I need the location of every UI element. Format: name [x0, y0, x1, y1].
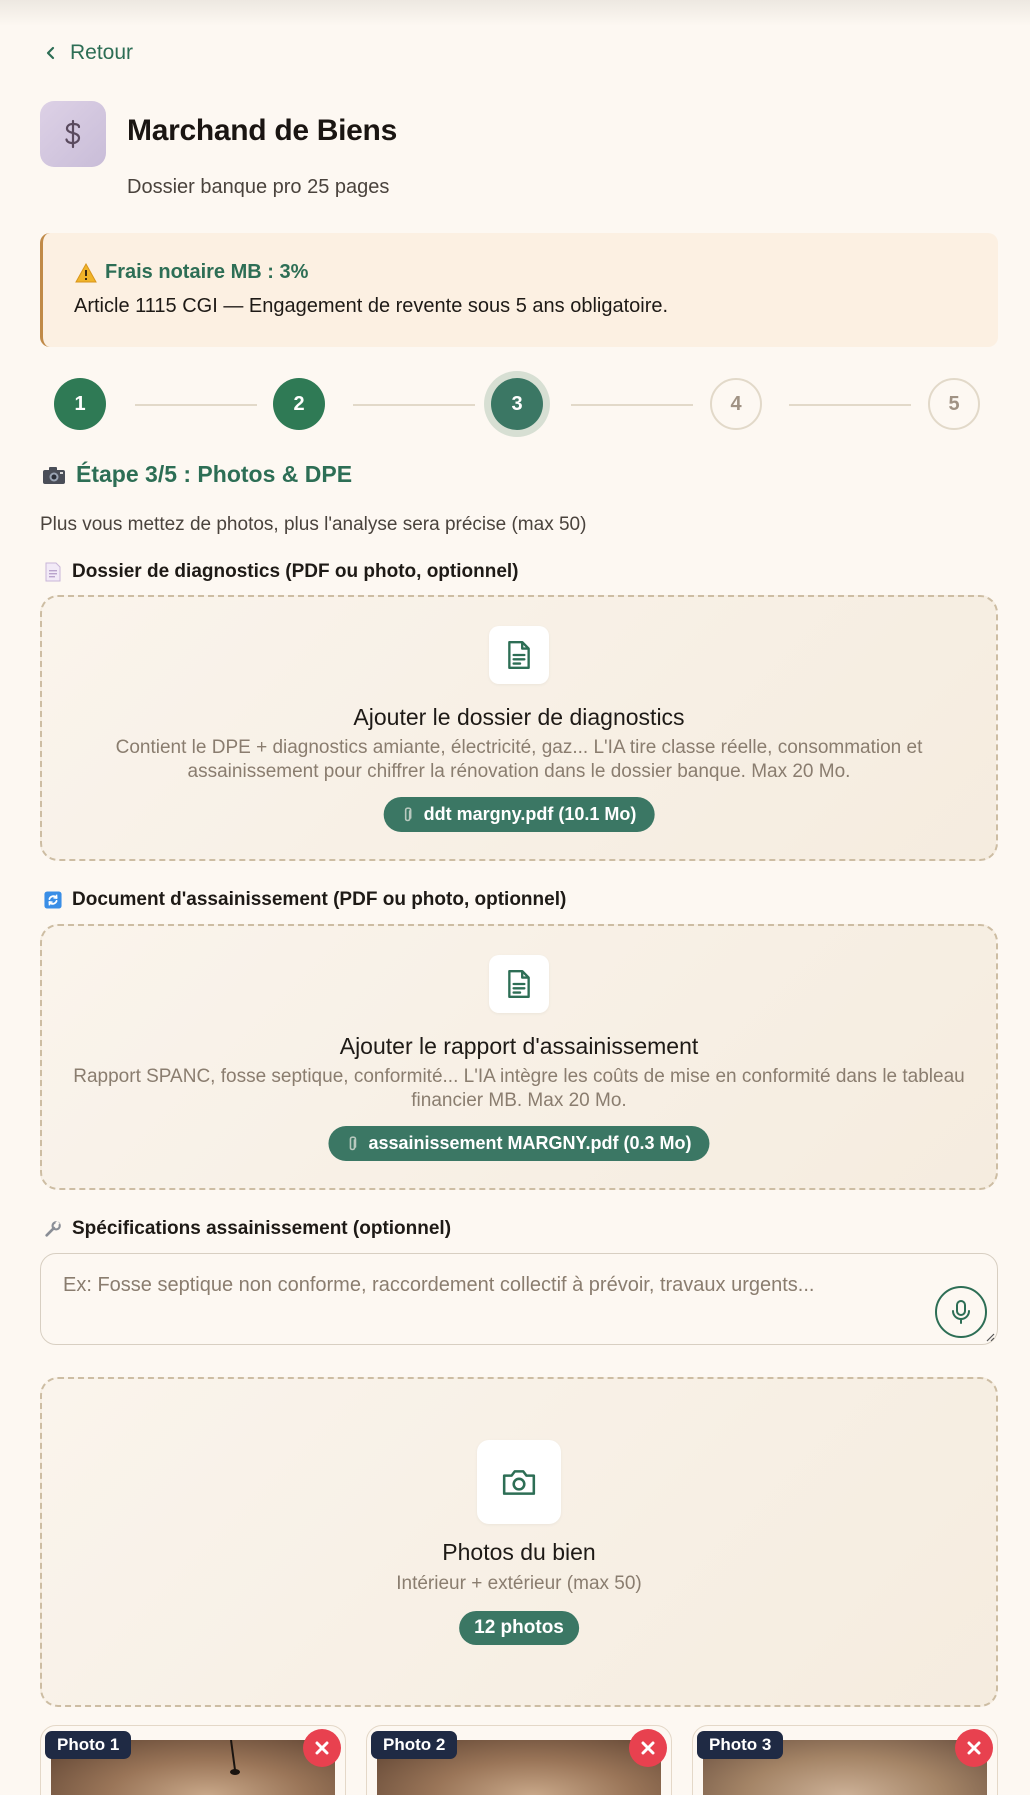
- back-link[interactable]: [44, 41, 133, 65]
- delete-photo-button[interactable]: [955, 1729, 993, 1767]
- sanitation-file-chip[interactable]: [328, 1126, 709, 1161]
- document-icon: [506, 640, 532, 670]
- step-description: Plus vous mettez de photos, plus l'analyse sera précise (max 50): [40, 514, 587, 535]
- photo-card: [692, 1725, 998, 1795]
- step-connector: [353, 404, 475, 406]
- resize-handle-icon[interactable]: [985, 1332, 995, 1342]
- close-icon: [315, 1741, 329, 1755]
- photos-title: Photos du bien: [442, 1539, 596, 1565]
- camera-icon: [501, 1466, 537, 1498]
- paperclip-icon: [346, 1135, 358, 1153]
- page-title: Marchand de Biens: [127, 114, 397, 147]
- warning-icon: [75, 263, 97, 283]
- delete-photo-button[interactable]: [303, 1729, 341, 1767]
- photo-label: Photo 1: [45, 1731, 131, 1759]
- step-connector: [789, 404, 911, 406]
- alert-title: [75, 261, 308, 284]
- step-5[interactable]: 5: [928, 378, 980, 430]
- sanitation-specs-field: [40, 1253, 998, 1345]
- alert-text: Article 1115 CGI — Engagement de revente sous 5 ans obligatoire.: [74, 295, 669, 317]
- step-2[interactable]: 2: [273, 378, 325, 430]
- photo-card: [40, 1725, 346, 1795]
- close-icon: [967, 1741, 981, 1755]
- page-subtitle: Dossier banque pro 25 pages: [127, 176, 390, 198]
- photo-label: Photo 2: [371, 1731, 457, 1759]
- sanitation-file-name: assainissement MARGNY.pdf (0.3 Mo): [368, 1133, 692, 1153]
- sanitation-specs-label: [44, 1218, 451, 1240]
- diagnostics-title: Ajouter le dossier de diagnostics: [353, 704, 685, 730]
- dz-icon-tile: [489, 955, 549, 1013]
- photo-label: Photo 3: [697, 1731, 783, 1759]
- diagnostics-file-chip[interactable]: [384, 797, 655, 832]
- back-label: Retour: [70, 41, 134, 64]
- chevron-left-icon: [44, 46, 58, 60]
- step-4[interactable]: 4: [710, 378, 762, 430]
- notary-fee-alert: [40, 233, 998, 347]
- alert-title-text: Frais notaire MB : 3%: [105, 261, 309, 283]
- microphone-icon: [950, 1299, 972, 1325]
- sanitation-doc-title: Ajouter le rapport d'assainissement: [339, 1033, 699, 1059]
- step-1[interactable]: 1: [54, 378, 106, 430]
- diagnostics-dropzone[interactable]: [40, 595, 998, 861]
- top-shadow: [0, 0, 1030, 26]
- photo-count-badge: 12 photos: [459, 1611, 579, 1645]
- sanitation-specs-label-text: Spécifications assainissement (optionnel): [72, 1218, 452, 1239]
- dz-icon-tile: [489, 626, 549, 684]
- step-3[interactable]: 3: [491, 378, 543, 430]
- stepper: [40, 373, 998, 435]
- sanitation-doc-description: Rapport SPANC, fosse septique, conformité... L'IA intègre les coûts de mise en conformité dans le tableau financier MB. Max 20 Mo.: [73, 1066, 965, 1111]
- paperclip-icon: [402, 806, 414, 824]
- sanitation-doc-label-text: Document d'assainissement (PDF ou photo, optionnel): [72, 889, 567, 910]
- wrench-icon: [44, 1219, 62, 1239]
- diagnostics-label: [44, 561, 519, 583]
- diagnostics-label-text: Dossier de diagnostics (PDF ou photo, optionnel): [72, 561, 519, 582]
- header-icon-tile: [40, 101, 106, 167]
- delete-photo-button[interactable]: [629, 1729, 667, 1767]
- step-title: [42, 461, 352, 488]
- sanitation-specs-input[interactable]: [41, 1254, 997, 1344]
- diagnostics-description: Contient le DPE + diagnostics amiante, électricité, gaz... L'IA tire classe réelle, consommation et assainissement pour chiffrer la rénovation dans le dossier banque. Max 20 Mo.: [115, 737, 923, 782]
- photos-dropzone[interactable]: [40, 1377, 998, 1707]
- document-icon: [506, 969, 532, 999]
- page-icon: [44, 562, 62, 582]
- photo-card: [366, 1725, 672, 1795]
- camera-icon: [42, 465, 66, 485]
- step-connector: [135, 404, 257, 406]
- sanitation-doc-dropzone[interactable]: [40, 924, 998, 1190]
- dollar-icon: [57, 118, 89, 150]
- diagnostics-file-name: ddt margny.pdf (10.1 Mo): [423, 804, 637, 824]
- close-icon: [641, 1741, 655, 1755]
- photos-subtitle: Intérieur + extérieur (max 50): [396, 1573, 642, 1594]
- sanitation-doc-label: [44, 889, 566, 911]
- step-title-text: Étape 3/5 : Photos & DPE: [76, 461, 353, 487]
- recycle-icon: [44, 890, 62, 910]
- dz-icon-tile: [477, 1440, 561, 1524]
- voice-input-button[interactable]: [935, 1286, 987, 1338]
- step-connector: [571, 404, 693, 406]
